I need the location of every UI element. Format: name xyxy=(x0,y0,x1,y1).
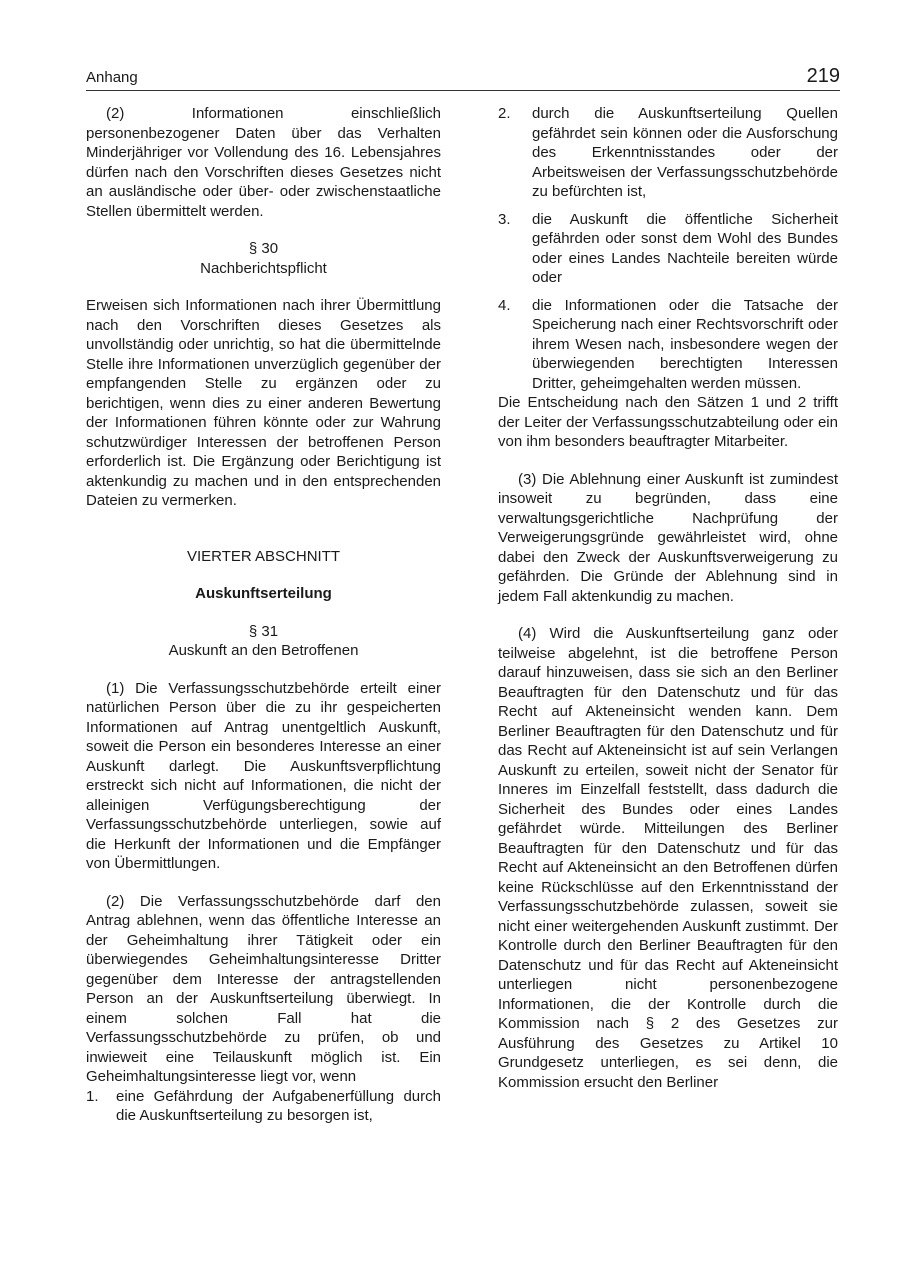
list-item-text: die Auskunft die öffentliche Sicherheit gefährden oder sonst dem Wohl des Bundes oder eines Landes Nachteile bereiten würde oder xyxy=(532,210,838,286)
section-31-paragraph-1: (1) Die Verfassungsschutzbehörde erteilt einer natürlichen Person über die zu ihr gespeicherten Informationen auf Antrag unentgeltlich Auskunft, soweit die Person ein besonderes Interesse an einer Auskunft darlegt. Die Auskunftsverpflichtung erstreckt sich nicht auf Informationen, die nicht der alleinigen Verfügungsberechtigung der Verfassungsschutzbehörde unterliegen, sowie auf die Herkunft der Informationen und die Empfänger von Übermittlungen. xyxy=(86,679,441,872)
list-item xyxy=(498,210,838,288)
list-item-number: 1. xyxy=(86,1087,99,1105)
left-column xyxy=(86,104,441,1126)
section-30-title: Nachberichtspflicht xyxy=(200,259,327,277)
decision-text: Die Entscheidung nach den Sätzen 1 und 2 trifft der Leiter der Verfassungsschutzabteilung oder ein von ihm besonders beauftragter Mitarbeiter. xyxy=(498,394,838,450)
list-item-number: 2. xyxy=(498,105,511,122)
header-rule xyxy=(86,90,840,91)
page-header xyxy=(86,62,840,88)
list-item-text: eine Gefährdung der Aufgabenerfüllung durch die Auskunftserteilung zu besorgen ist, xyxy=(116,1087,441,1124)
section-31-paragraph-4: (4) Wird die Auskunftserteilung ganz oder teilweise abgelehnt, ist die betroffene Person darauf hinzuweisen, dass sie sich an den Berliner Beauftragten für den Datenschutz und für das Recht auf Akteneinsicht wenden kann. Dem Berliner Beauftragten für den Datenschutz und für das Recht auf Akteneinsicht ist auf sein Verlangen Auskunft zu erteilen, soweit nicht der Senator für Inneres im Einzelfall feststellt, dass dadurch die Sicherheit des Bundes oder eines Landes gefährdet würde. Mitteilungen des Berliner Beauftragten für den Datenschutz und für das Recht auf Akteneinsicht an den Betroffenen dürfen keine Rückschlüsse auf den Erkenntnisstand der Verfassungsschutzbehörde zulassen, soweit sie nicht einer weitergehenden Auskunft zustimmt. Der Kontrolle durch den Berliner Beauftragten für den Datenschutz und für das Recht auf Akteneinsicht unterliegen nicht personenbezogene Informationen, die der Kontrolle durch die Kommission nach § 2 des Gesetzes zur Ausführung des Gesetzes zu Artikel 10 Grundgesetz unterliegen, es sei denn, die Kommission ersucht den Berliner xyxy=(498,625,838,1091)
list-item-text: die Informationen oder die Tatsache der Speicherung nach einer Rechtsvorschrift oder ihrem Wesen nach, insbesondere wegen der überwiegenden berechtigten Interessen Dritter, geheimgehalten werden müssen. xyxy=(532,296,838,392)
list-item xyxy=(498,296,838,394)
section-31-paragraph-2: (2) Die Verfassungsschutzbehörde darf den Antrag ablehnen, wenn das öffentliche Interesse an der Geheimhaltung ihrer Tätigkeit oder ein überwiegendes Geheimhaltungsinteresse Dritter gegenüber dem Interesse der antragstellenden Person an der Auskunftserteilung überwiegt. In einem solchen Fall hat die Verfassungsschutzbehörde zu prüfen, ob und inwieweit eine Teilauskunft möglich ist. Ein Geheimhaltungsinteresse liegt vor, wenn xyxy=(86,892,441,1085)
paragraph-29-2: (2) Informationen einschließlich personenbezogener Daten über das Verhalten Minderjähriger vor Vollendung des 16. Lebensjahres dürfen nach den Vorschriften dieses Gesetzes nicht an ausländische oder über- oder zwischenstaatliche Stellen übermittelt werden. xyxy=(86,105,441,220)
section-31-paragraph-3: (3) Die Ablehnung einer Auskunft ist zumindest insoweit zu begründen, dass eine verwaltungsgerichtliche Nachprüfung der Verweigerungsgründe gewährleistet wird, ohne dabei den Zweck der Auskunftsverweigerung zu gefährden. Die Gründe der Ablehnung sind in jedem Fall aktenkundig zu machen. xyxy=(498,470,838,605)
page-number: 219 xyxy=(806,65,840,87)
list-item-number: 3. xyxy=(498,210,511,228)
list-item xyxy=(498,104,838,202)
chapter-title: Auskunftserteilung xyxy=(195,585,332,602)
section-31-number: § 31 xyxy=(248,622,279,640)
list-item-number: 4. xyxy=(498,296,511,314)
header-section: Anhang xyxy=(86,69,138,86)
list-item-text: durch die Auskunftserteilung Quellen gefährdet sein können oder die Ausforschung des Erkenntnisstandes oder der Arbeitsweisen der Verfassungsschutzbehörde zu befürchten ist, xyxy=(532,105,838,200)
chapter-heading: VIERTER ABSCHNITT xyxy=(186,547,341,565)
right-column xyxy=(498,104,838,1092)
section-30-text: Erweisen sich Informationen nach ihrer Übermittlung nach den Vorschriften dieses Gesetzes als unvollständig oder unrichtig, so hat die übermittelnde Stelle ihre Informationen unverzüglich gegenüber der empfangenden Stelle zu ergänzen oder zu berichtigen, wenn dies zu einer anderen Bewertung der Informationen führen könnte oder zur Wahrung schutzwürdiger Interessen der betroffenen Person erforderlich ist. Die Ergänzung oder Berichtigung ist aktenkundig zu machen und in den entsprechenden Dateien zu vermerken. xyxy=(86,297,441,509)
list-item xyxy=(86,1087,441,1126)
section-31-title: Auskunft an den Betroffenen xyxy=(168,642,359,659)
section-30-number: § 30 xyxy=(248,240,279,257)
